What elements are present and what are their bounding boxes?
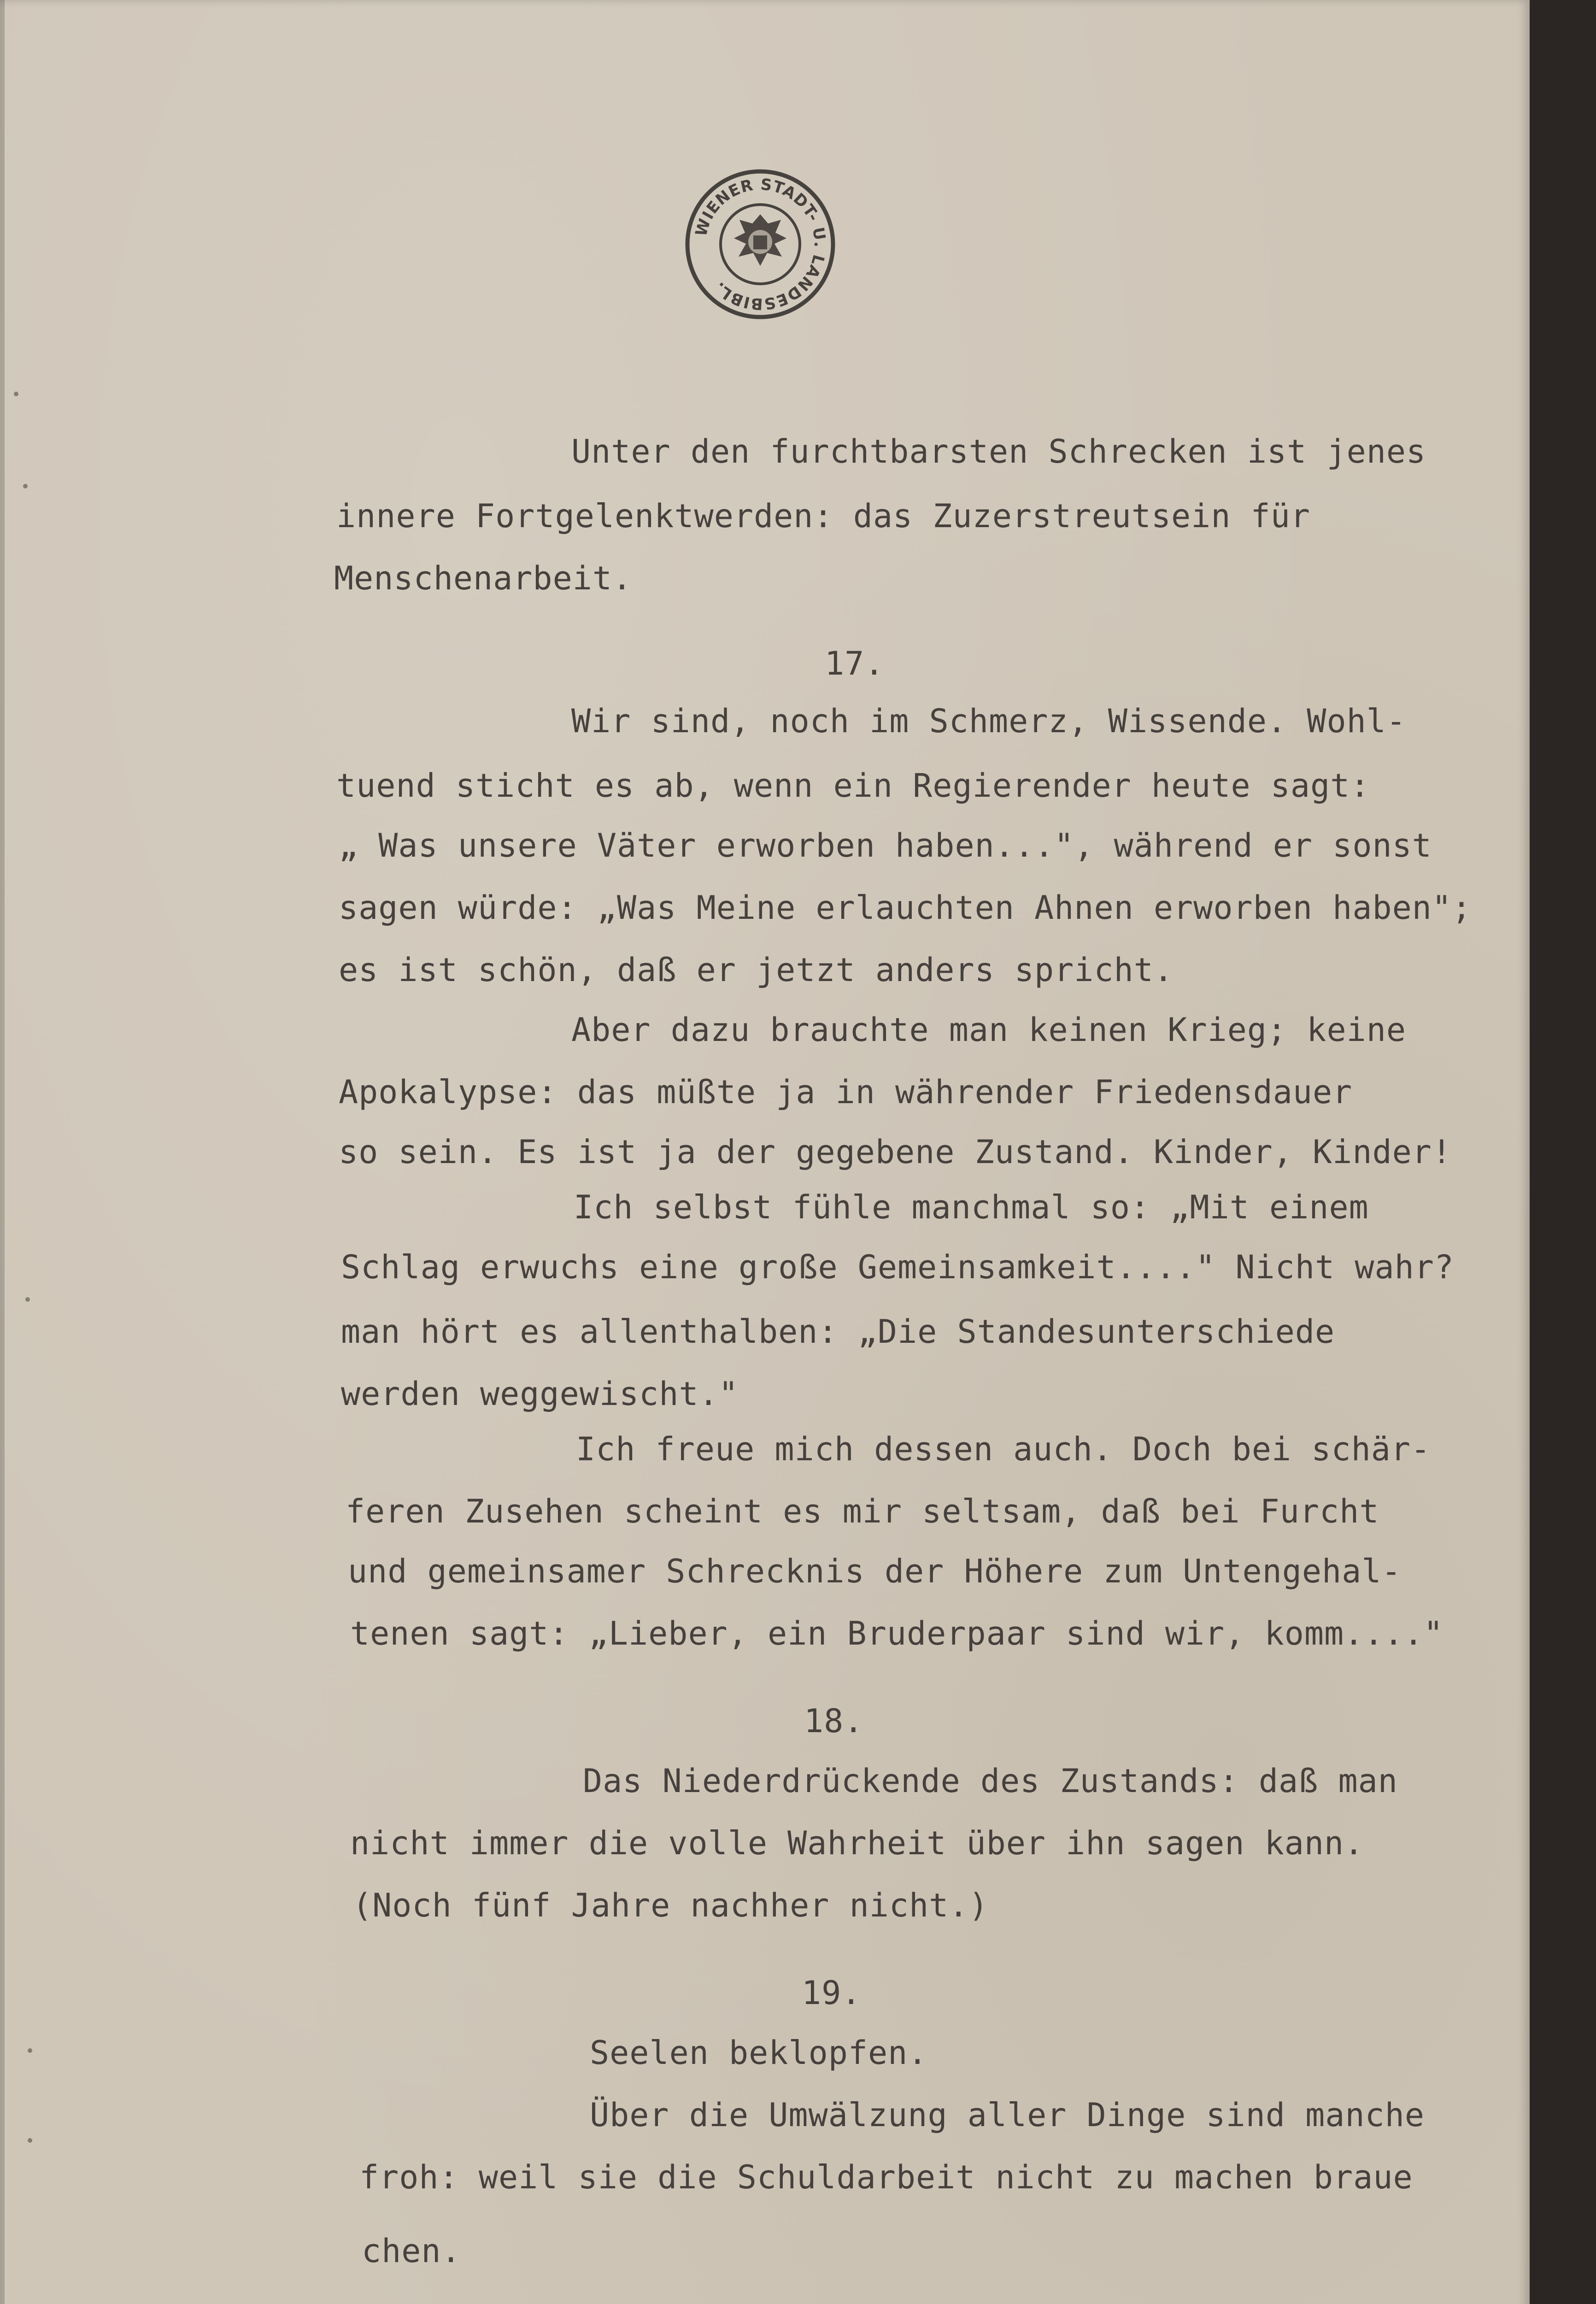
text-line: Aber dazu brauchte man keinen Krieg; keine	[571, 1011, 1407, 1049]
text-line: feren Zusehen scheint es mir seltsam, daß bei Furcht	[346, 1493, 1379, 1530]
text-line: (Noch fünf Jahre nachher nicht.)	[352, 1887, 989, 1924]
text-line: Schlag erwuchs eine große Gemeinsamkeit...." Nicht wahr?	[341, 1248, 1455, 1286]
margin-mark	[25, 1297, 30, 1302]
text-line: sagen würde: „Was Meine erlauchten Ahnen erworben haben";	[339, 889, 1472, 927]
text-line: innere Fortgelenktwerden: das Zuzerstreutsein für	[336, 497, 1311, 535]
text-line: Ich selbst fühle manchmal so: „Mit einem	[574, 1188, 1369, 1226]
margin-mark	[28, 2048, 32, 2053]
library-stamp-seal	[684, 168, 836, 320]
text-line: Unter den furchtbarsten Schrecken ist jenes	[571, 433, 1426, 470]
text-line: tuend sticht es ab, wenn ein Regierender heute sagt:	[336, 767, 1370, 805]
text-line: Über die Umwälzung aller Dinge sind manche	[590, 2096, 1425, 2134]
text-line: froh: weil sie die Schuldarbeit nicht zu machen braue	[359, 2158, 1413, 2196]
text-line: chen.	[362, 2232, 461, 2270]
text-line: so sein. Es ist ja der gegebene Zustand. Kinder, Kinder!	[339, 1133, 1452, 1171]
text-line: Wir sind, noch im Schmerz, Wissende. Wohl-	[571, 702, 1407, 740]
stamp-ring-text: WIENER STADT- U. LANDESBIBL.	[692, 175, 829, 313]
text-line: Seelen beklopfen.	[590, 2034, 928, 2072]
text-line: „ Was unsere Väter erworben haben...", während er sonst	[339, 827, 1432, 864]
text-line: und gemeinsamer Schrecknis der Höhere zum Untengehal-	[348, 1552, 1402, 1590]
section-number: 17.	[825, 645, 885, 682]
section-number: 19.	[802, 1974, 862, 2012]
text-line: werden weggewischt."	[341, 1375, 739, 1413]
section-number: 18.	[804, 1702, 864, 1740]
text-line: Ich freue mich dessen auch. Doch bei schär-	[576, 1430, 1431, 1468]
text-line: Menschenarbeit.	[334, 559, 633, 597]
eagle-crest-icon	[734, 214, 786, 266]
text-line: Apokalypse: das müßte ja in währender Friedensdauer	[339, 1073, 1353, 1111]
text-line: tenen sagt: „Lieber, ein Bruderpaar sind wir, komm...."	[350, 1615, 1443, 1652]
text-line: nicht immer die volle Wahrheit über ihn sagen kann.	[350, 1824, 1364, 1862]
text-line: man hört es allenthalben: „Die Standesunterschiede	[341, 1313, 1335, 1351]
text-line: Das Niederdrückende des Zustands: daß man	[583, 1762, 1398, 1800]
margin-mark	[14, 392, 18, 396]
text-line: es ist schön, daß er jetzt anders spricht.	[339, 951, 1174, 989]
margin-mark	[23, 484, 28, 488]
margin-mark	[28, 2138, 32, 2143]
page-edge-shadow	[0, 0, 5, 2304]
